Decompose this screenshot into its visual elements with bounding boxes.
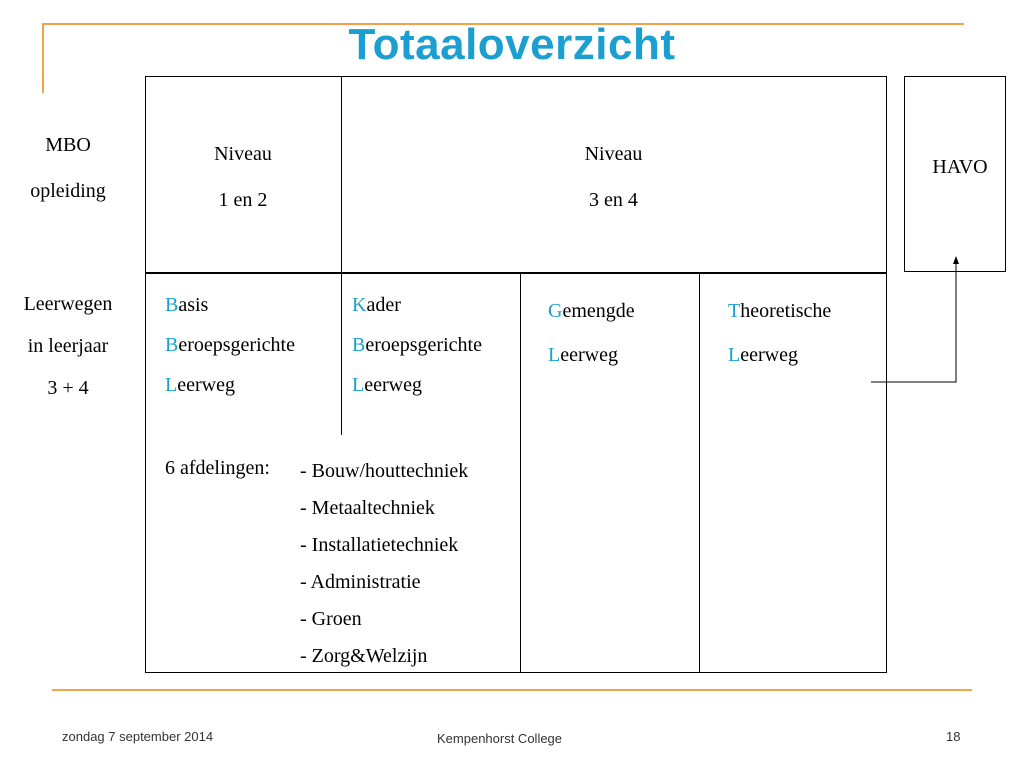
track-initial: L [165, 374, 178, 396]
department-item: - Groen [300, 608, 362, 630]
row-label-leerwegen-line-1: Leerwegen [23, 293, 113, 315]
row-label-mbo-line-2: opleiding [30, 180, 106, 202]
track-initial: G [548, 300, 563, 322]
track-word: eerweg [740, 344, 798, 366]
track-word: eerweg [364, 374, 422, 396]
track-initial: B [352, 334, 366, 356]
track-initial: L [728, 344, 741, 366]
track-initial: K [352, 294, 367, 316]
track-word: ader [366, 294, 401, 316]
level-low-line-2: 1 en 2 [218, 189, 268, 211]
track-initial: L [352, 374, 365, 396]
level-low-line-1: Niveau [214, 143, 272, 165]
track-initial: L [548, 344, 561, 366]
track-word: asis [178, 294, 209, 316]
slide-title: Totaaloverzicht [348, 20, 676, 69]
department-item: - Administratie [300, 571, 421, 593]
footer-school: Kempenhorst College [437, 731, 563, 746]
track-word: eroepsgerichte [365, 334, 482, 356]
track-word: eerweg [177, 374, 235, 396]
track-initial: B [165, 294, 179, 316]
level-high-line-2: 3 en 4 [589, 189, 638, 211]
track-word: emengde [562, 300, 635, 322]
track-word: eroepsgerichte [178, 334, 295, 356]
row-label-leerwegen-line-3: 3 + 4 [47, 377, 89, 399]
department-item: - Metaaltechniek [300, 497, 435, 519]
track-initial: B [165, 334, 179, 356]
department-item: - Zorg&Welzijn [300, 645, 428, 667]
row-label-mbo-line-1: MBO [45, 134, 91, 156]
track-word: eerweg [560, 344, 618, 366]
track-word: heoretische [740, 300, 832, 322]
department-item: - Bouw/houttechniek [300, 460, 469, 482]
track-initial: T [728, 300, 741, 322]
havo-label: HAVO [932, 156, 988, 178]
level-high-line-1: Niveau [584, 143, 643, 165]
department-item: - Installatietechniek [300, 534, 459, 556]
footer-date: zondag 7 september 2014 [62, 729, 214, 744]
row-label-leerwegen-line-2: in leerjaar [27, 335, 109, 357]
departments-label: 6 afdelingen: [165, 457, 270, 479]
footer-page-number: 18 [946, 729, 961, 744]
